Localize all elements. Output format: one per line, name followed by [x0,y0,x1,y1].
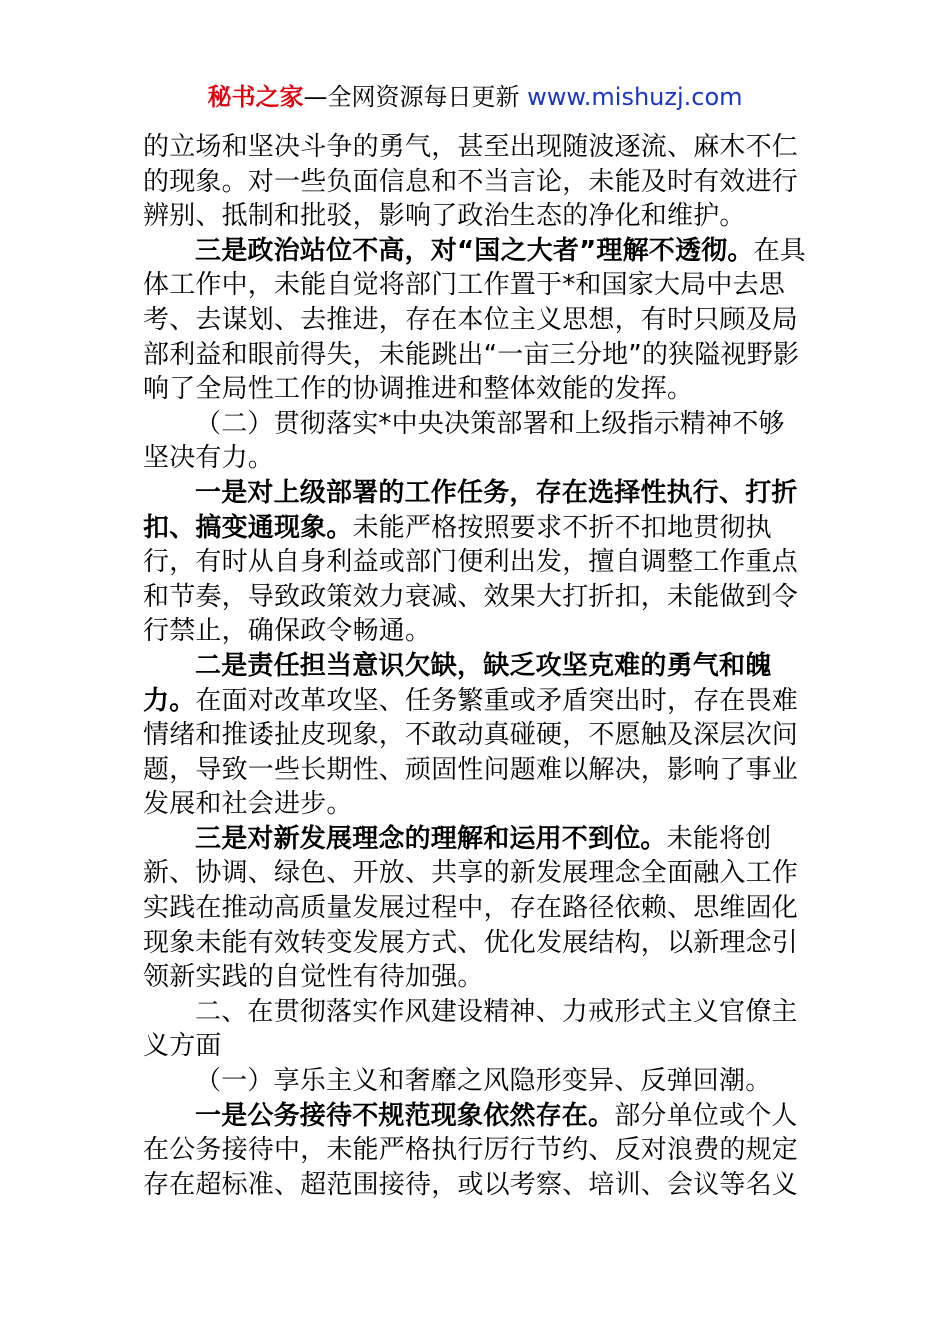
site-url: www.mishuzj.com [527,83,743,111]
paragraph-bold-lead: 三是政治站位不高，对“国之大者”理解不透彻。 [195,235,754,266]
paragraph-text: 二、在贯彻落实作风建设精神、力戒形式主义官僚主义方面 [143,996,798,1062]
site-header [0,80,950,114]
paragraph-bold-lead: 二是责任担当意识欠缺，缺乏攻坚克难的勇气和魄力。 [143,650,772,716]
paragraph-text: 在具体工作中，未能自觉将部门工作置于*和国家大局中去思考、去谋划、去推进，存在本位主义思想，有时只顾及局部利益和眼前得失，未能跳出“一亩三分地”的狭隘视野影响了全局性工作的协调推进和整体效能的发挥。 [143,235,806,405]
paragraph [143,822,809,995]
document-body [143,130,809,1202]
paragraph-text: （二）贯彻落实*中央决策部署和上级指示精神不够坚决有力。 [143,408,785,474]
paragraph-text: 的立场和坚决斗争的勇气，甚至出现随波逐流、麻木不仁的现象。对一些负面信息和不当言论，未能及时有效进行辨别、抵制和批驳，影响了政治生态的净化和维护。 [143,132,799,232]
paragraph-text: 未能严格按照要求不折不扣地贯彻执行，有时从自身利益或部门便利出发，擅自调整工作重点和节奏，导致政策效力衰减、效果大打折扣，未能做到令行禁止，确保政令畅通。 [143,512,799,647]
paragraph-text: （一）享乐主义和奢靡之风隐形变异、反弹回潮。 [195,1066,772,1097]
section-heading [143,995,809,1064]
paragraph [143,1099,809,1203]
paragraph-text: 在面对改革攻坚、任务繁重或矛盾突出时，存在畏难情绪和推诿扯皮现象，不敢动真碰硬，不愿触及深层次问题，导致一些长期性、顽固性问题难以解决，影响了事业发展和社会进步。 [143,685,799,820]
section-heading [143,407,809,476]
paragraph-bold-lead: 三是对新发展理念的理解和运用不到位。 [195,823,667,854]
paragraph-bold-lead: 一是对上级部署的工作任务，存在选择性执行、打折扣、搞变通现象。 [143,477,798,543]
paragraph [143,649,809,822]
header-tagline: —全网资源每日更新 [303,83,528,111]
brand-name: 秘书之家 [207,83,304,111]
paragraph-text: 部分单位或个人在公务接待中，未能严格执行厉行节约、反对浪费的规定存在超标准、超范围接待，或以考察、培训、会议等名义 [143,1100,799,1200]
paragraph [143,476,809,649]
paragraph-text: 未能将创新、协调、绿色、开放、共享的新发展理念全面融入工作实践在推动高质量发展过程中，存在路径依赖、思维固化现象未能有效转变发展方式、优化发展结构，以新理念引领新实践的自觉性有待加强。 [143,823,799,993]
paragraph [143,234,809,407]
paragraph [143,130,809,234]
paragraph-bold-lead: 一是公务接待不规范现象依然存在。 [195,1100,615,1131]
section-heading [143,1064,809,1099]
